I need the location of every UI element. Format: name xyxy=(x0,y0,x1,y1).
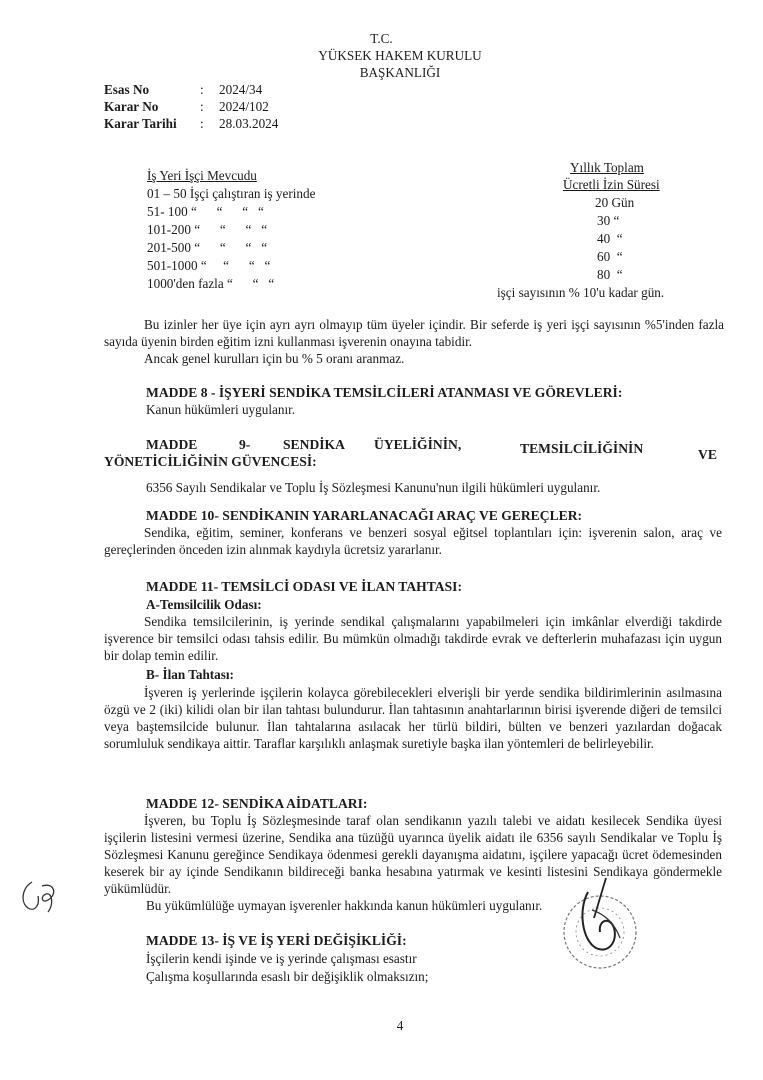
handwritten-initial-mark xyxy=(18,876,62,916)
article-9-title-word: 9- xyxy=(239,437,251,452)
leave-row-range: 101-200 “ “ “ “ xyxy=(147,222,268,237)
header-presidency: BAŞKANLIĞI xyxy=(359,65,441,80)
meta-value: 28.03.2024 xyxy=(219,116,279,131)
leave-table-header-annual: Yıllık Toplam xyxy=(570,160,644,175)
article-10-body: Sendika, eğitim, seminer, konferans ve benzeri sosyal eğitsel toplantıları için: işverenin salon, araç ve gereçlerinden önceden izin alınmak kaydıyla ücretsiz yararlanır. xyxy=(104,525,722,557)
leave-row-range: 51- 100 “ “ “ “ xyxy=(147,204,264,219)
leave-row-range: 1000'den fazla “ “ “ xyxy=(147,276,275,291)
article-9-title-word: MADDE xyxy=(146,437,198,452)
article-9-title-word: ÜYELİĞİNİN, xyxy=(374,437,462,452)
article-9-body: 6356 Sayılı Sendikalar ve Toplu İş Sözleşmesi Kanunu'nun ilgili hükümleri uygulanır. xyxy=(146,480,601,495)
article-13-line2: Çalışma koşullarında esaslı bir değişiklik olmaksızın; xyxy=(146,969,429,984)
article-13-title: MADDE 13- İŞ VE İŞ YERİ DEĞİŞİKLİĞİ: xyxy=(146,933,407,948)
meta-value: 2024/102 xyxy=(219,99,269,114)
article-11-body-a: Sendika temsilcilerinin, iş yerinde sendikal çalışmalarını yapabilmeleri için imkânlar elverdiği takdirde işverence bir temsilci odası tahsis edilir. Bu mümkün olmadığı takdirde evrak ve defterlerin muhafazası için uygun bir dolap temin edilir. xyxy=(104,614,722,663)
leave-table-header-paid: Ücretli İzin Süresi xyxy=(563,177,660,192)
leave-row-range: 201-500 “ “ “ “ xyxy=(147,240,268,255)
header-tc: T.C. xyxy=(370,31,393,46)
page-number: 4 xyxy=(396,1018,404,1033)
article-8-body: Kanun hükümleri uygulanır. xyxy=(146,402,296,417)
article-11-body-b: İşveren iş yerlerinde işçilerin kolayca görebilecekleri elverişli bir yerde sendika bildirimlerinin asılmasına özgü ve 2 (iki) kilidi olan bir ilan tahtası bulundurur. İlan tahtasının anahtarlarının birisi işverende diğeri de temsilci veya baştemsilcide bulunur. İlan tahtalarına asılacak her türlü bildiri, bülten ve benzeri yazılardan doğacak sorumluluk sendikaya aittir. Taraflar karşılıklı anlaşmak suretiyle başka ilan yöntemleri de belirleyebilir. xyxy=(104,685,722,751)
leave-paragraph-general: Ancak genel kurulları için bu % 5 oranı aranmaz. xyxy=(144,351,405,366)
leave-row-days: 80 “ xyxy=(597,267,623,282)
header-institution: YÜKSEK HAKEM KURULU xyxy=(318,48,482,63)
article-12-title: MADDE 12- SENDİKA AİDATLARI: xyxy=(146,796,368,811)
article-8-title: MADDE 8 - İŞYERİ SENDİKA TEMSİLCİLERİ ATANMASI VE GÖREVLERİ: xyxy=(146,385,623,400)
meta-sep: : xyxy=(200,82,204,97)
leave-row-range: 501-1000 “ “ “ “ xyxy=(147,258,271,273)
leave-table-header-workers: İş Yeri İşçi Mevcudu xyxy=(147,168,257,183)
article-12-body-2: Bu yükümlülüğe uymayan işverenler hakkında kanun hükümleri uygulanır. xyxy=(146,898,543,913)
leave-row-range: 01 – 50 İşçi çalıştıran iş yerinde xyxy=(147,186,316,201)
article-13-line1: İşçilerin kendi işinde ve iş yerinde çalışması esastır xyxy=(146,951,417,966)
leave-row-days: 30 “ xyxy=(597,213,620,228)
article-11-title: MADDE 11- TEMSİLCİ ODASI VE İLAN TAHTASI: xyxy=(146,579,462,594)
article-12-body: İşveren, bu Toplu İş Sözleşmesinde taraf olan sendikanın yazılı talebi ve aidatı kesilecek Sendika üyesi işçilerin listesini vermesi üzerine, Sendika ana tüzüğü uyarınca üyelik aidatı ile 6356 sayılı Sendikalar ve Toplu İş Sözleşmesi Kanunu gereğince Sendikaya ödenmesi gerekli dayanışma aidatını, işçilere yapacağı ücret ödemesinden keserek bir ay içinde Sendikanın bildireceği banka hesabına yatırmak ve kesinti listesini Sendikaya göndermekle yükümlüdür. xyxy=(104,813,722,896)
article-9-title-word: TEMSİLCİLİĞİNİN xyxy=(520,441,644,456)
meta-value: 2024/34 xyxy=(219,82,263,97)
article-10-title: MADDE 10- SENDİKANIN YARARLANACAĞI ARAÇ VE GEREÇLER: xyxy=(146,508,583,523)
leave-row-days: işçi sayısının % 10'u kadar gün. xyxy=(497,285,665,300)
official-stamp-signature xyxy=(548,870,644,980)
article-9-title-word: VE xyxy=(698,447,717,462)
meta-label: Esas No xyxy=(104,82,150,97)
leave-row-days: 40 “ xyxy=(597,231,623,246)
leave-row-days: 60 “ xyxy=(597,249,623,264)
article-9-title-line2: YÖNETİCİLİĞİNİN GÜVENCESİ: xyxy=(104,454,317,469)
meta-sep: : xyxy=(200,116,204,131)
article-9-title-word: SENDİKA xyxy=(283,437,345,452)
leave-row-days: 20 Gün xyxy=(595,195,635,210)
meta-sep: : xyxy=(200,99,204,114)
leave-paragraph: Bu izinler her üye için ayrı ayrı olmayıp tüm üyeler içindir. Bir seferde iş yeri işçi sayısının %5'inden fazla sayıda üyenin birden eğitim izni kullanması işverenin onayına tabidir. xyxy=(104,317,724,349)
meta-label: Karar Tarihi xyxy=(104,116,177,131)
article-11-subtitle-b: B- İlan Tahtası: xyxy=(146,667,234,682)
meta-label: Karar No xyxy=(104,99,159,114)
article-11-subtitle-a: A-Temsilcilik Odası: xyxy=(146,597,262,612)
